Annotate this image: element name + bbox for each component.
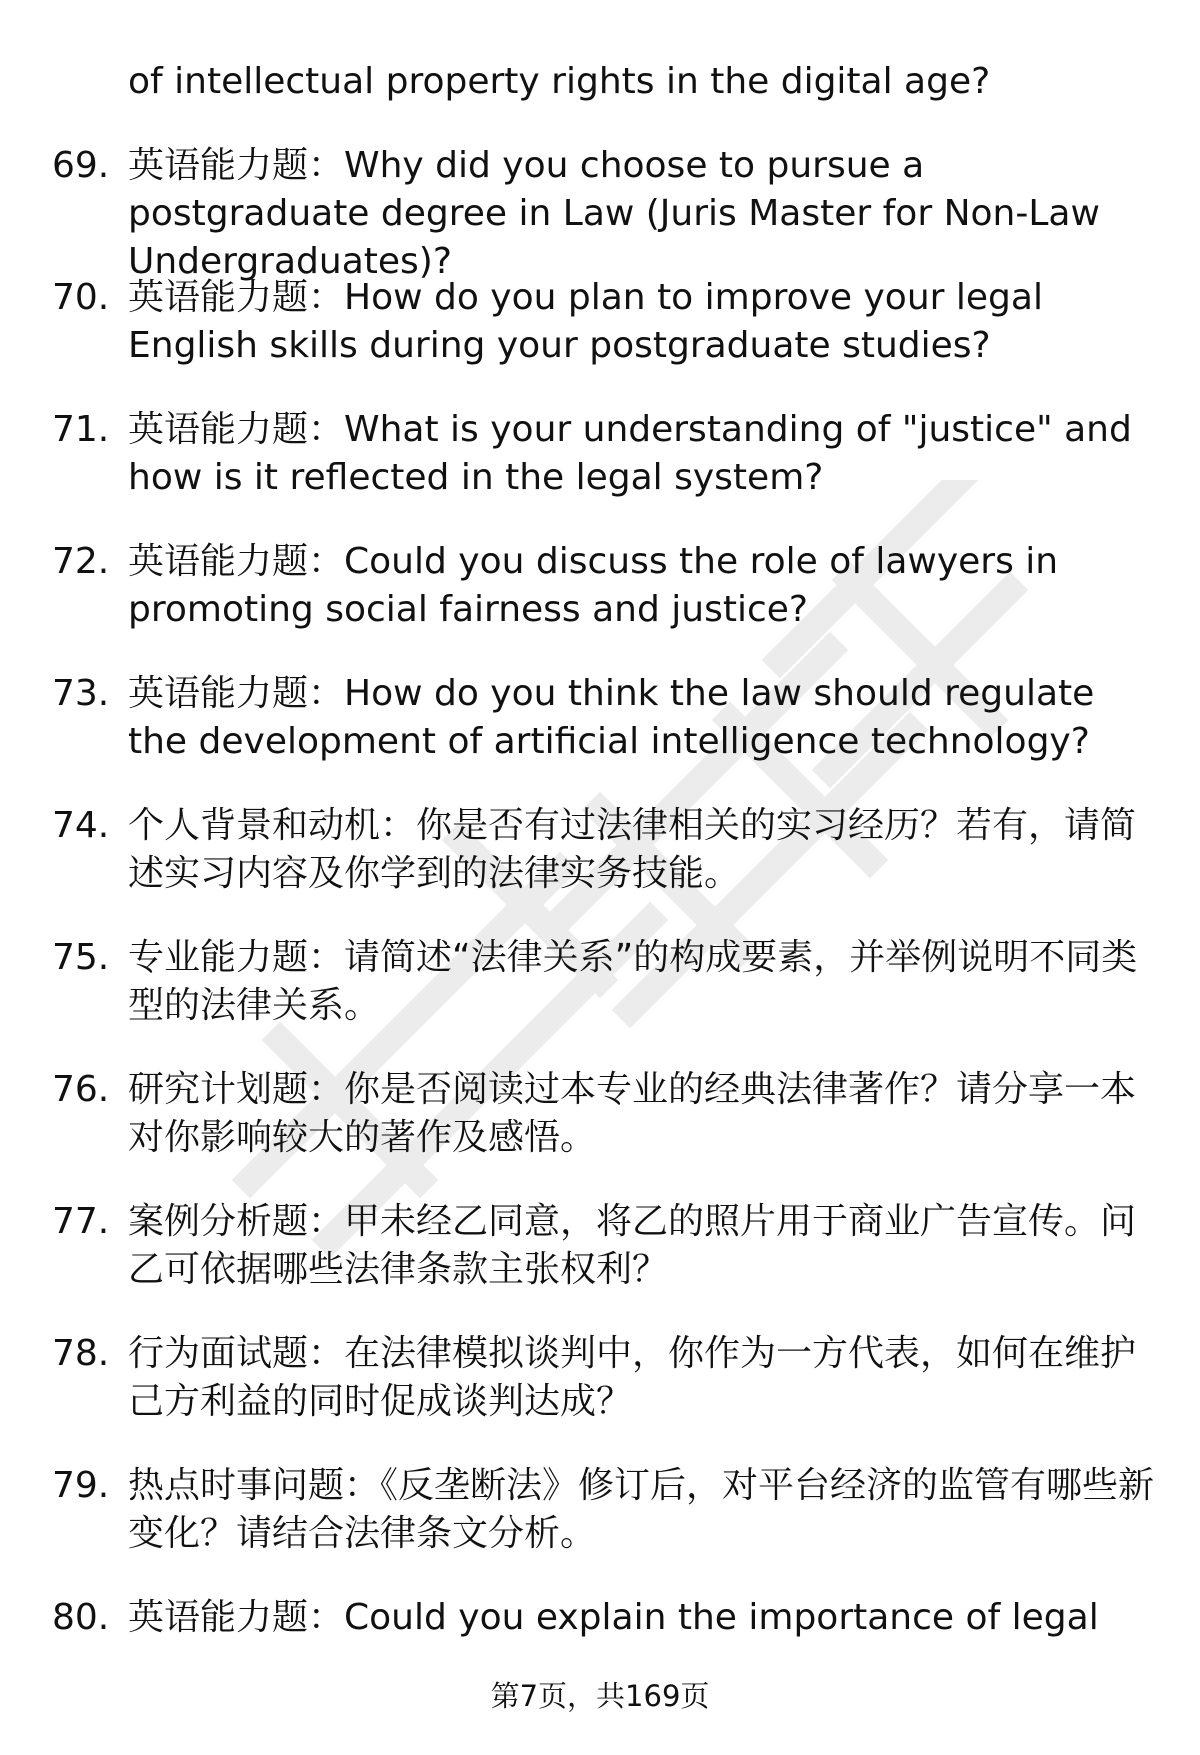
question-item: [0, 1330, 1200, 1462]
question-item: [0, 1462, 1200, 1594]
question-text: 英语能力题：Could you discuss the role of lawyers in promoting social fairness and justice?: [128, 541, 1059, 630]
question-list: [0, 142, 1200, 1726]
question-item: [0, 670, 1200, 802]
page-indicator: 第7页，共169页: [490, 1679, 710, 1713]
question-number: 72.: [52, 541, 110, 582]
question-number: 74.: [52, 805, 110, 846]
question-number: 76.: [52, 1069, 110, 1110]
question-text: 英语能力题：How do you think the law should regulate the development of artificial intelligence technology?: [128, 673, 1095, 762]
question-text: 英语能力题：What is your understanding of "justice" and how is it reflected in the legal system?: [128, 409, 1132, 498]
question-text: 行为面试题：在法律模拟谈判中，你作为一方代表，如何在维护己方利益的同时促成谈判达成？: [128, 1333, 1137, 1422]
question-text: 研究计划题：你是否阅读过本专业的经典法律著作？请分享一本对你影响较大的著作及感悟。: [128, 1069, 1137, 1158]
question-item: [0, 406, 1200, 538]
question-number: 70.: [52, 277, 110, 318]
question-text: 英语能力题：Why did you choose to pursue a postgraduate degree in Law (Juris Master for Non-Law Undergraduates)?: [128, 145, 1100, 282]
question-number: 75.: [52, 937, 110, 978]
question-item: [0, 1066, 1200, 1198]
question-number: 69.: [52, 145, 110, 186]
question-text: 个人背景和动机：你是否有过法律相关的实习经历？若有，请简述实习内容及你学到的法律实务技能。: [128, 805, 1137, 894]
question-number: 80.: [52, 1597, 110, 1638]
question-number: 79.: [52, 1465, 110, 1506]
question-item: [0, 142, 1200, 282]
question-item: [0, 802, 1200, 934]
question-item: [0, 538, 1200, 670]
question-continuation-text: of intellectual property rights in the digital age?: [128, 61, 991, 102]
question-item: [0, 274, 1200, 406]
question-text: 英语能力题：Could you explain the importance of legal: [128, 1597, 1099, 1638]
question-number: 78.: [52, 1333, 110, 1374]
question-text: 英语能力题：How do you plan to improve your legal English skills during your postgraduate studies?: [128, 277, 1043, 366]
question-number: 71.: [52, 409, 110, 450]
question-text: 专业能力题：请简述“法律关系”的构成要素，并举例说明不同类型的法律关系。: [128, 937, 1138, 1026]
question-number: 77.: [52, 1201, 110, 1242]
question-item: [0, 934, 1200, 1066]
question-text: 热点时事问题：《反垄断法》修订后，对平台经济的监管有哪些新变化？请结合法律条文分析。: [128, 1465, 1155, 1554]
question-number: 73.: [52, 673, 110, 714]
question-text: 案例分析题：甲未经乙同意，将乙的照片用于商业广告宣传。问乙可依据哪些法律条款主张权利？: [128, 1201, 1137, 1290]
question-item: [0, 1198, 1200, 1330]
